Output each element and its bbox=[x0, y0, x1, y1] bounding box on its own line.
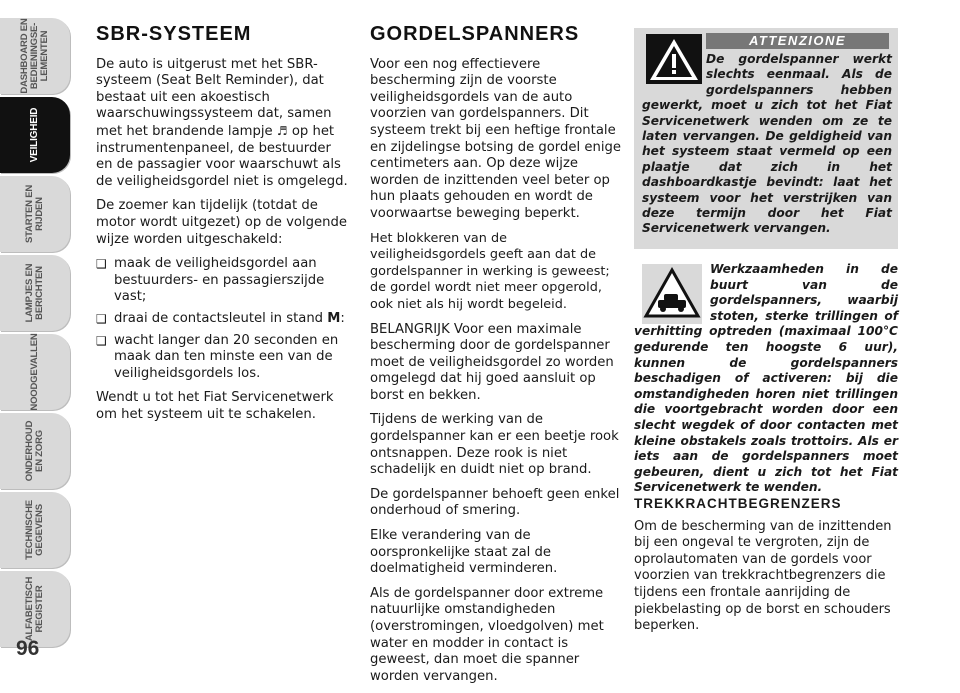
page-number: 96 bbox=[16, 637, 40, 660]
sbr-section bbox=[96, 23, 348, 431]
tab-alfabetisch-register[interactable]: ALFABETISCH REGISTER bbox=[0, 571, 70, 647]
trekkracht-title: TREKKRACHTBEGRENZERS bbox=[634, 496, 842, 511]
gordelspanners-section bbox=[370, 23, 622, 693]
list-item: ❑ wacht langer dan 20 seconden en maak dan ten minste een van de veiligheidsgordels los. bbox=[96, 333, 348, 383]
vehicle-caution-icon bbox=[642, 264, 702, 324]
trekkracht-text: Om de bescherming van de inzittenden bij een ongeval te vergroten, zijn de oprolautomaten van de gordels voor voorzien van trekkrachtbegrenzers die tijdens een frontale aanrijding de piekbelasting op de borst en schouders beperken. bbox=[634, 518, 892, 634]
tab-dashboard[interactable]: DASHBOARD EN BEDIENINGSE- LEMENTEN bbox=[0, 18, 70, 94]
list-item: ❑ maak de veiligheidsgordel aan bestuurders- en passagierszijde vast; bbox=[96, 256, 348, 306]
sbr-paragraph-2: De zoemer kan tijdelijk (totdat de motor wordt uitgezet) op de volgende wijze worden uitgeschakeld: bbox=[96, 198, 347, 247]
trekkracht-section bbox=[634, 496, 898, 635]
gordel-paragraph-5: De gordelspanner behoeft geen enkel onderhoud of smering. bbox=[370, 486, 620, 519]
gordel-paragraph-4: Tijdens de werking van de gordelspanner kan er een beetje rook ontsnappen. Deze rook is niet schadelijk en duidt niet op brand. bbox=[370, 412, 619, 478]
key-position-m: M bbox=[327, 310, 341, 326]
tab-starten-en-rijden[interactable]: STARTEN EN RIJDEN bbox=[0, 176, 70, 252]
gordel-paragraph-6: Elke verandering van de oorspronkelijke staat zal de doelmatigheid verminderen. bbox=[370, 528, 558, 577]
attention-label: ATTENZIONE bbox=[706, 33, 889, 49]
gordel-paragraph-7: Als de gordelspanner door extreme natuurlijke omstandigheden (overstromingen, vloedgolven) met water en modder in contact is geweest, dan moet die spanner worden vervangen. bbox=[370, 585, 604, 684]
sbr-paragraph-3: Wendt u tot het Fiat Servicenetwerk om het systeem uit te schakelen. bbox=[96, 390, 334, 422]
tab-noodgevallen[interactable]: NOODGEVALLEN bbox=[0, 334, 70, 410]
list-item: ❑ draai de contactsleutel in stand M: bbox=[96, 311, 348, 328]
gordel-paragraph-3: BELANGRIJK Voor een maximale bescherming door de gordelspanner moet de veiligheidsgordel zo worden omgelegd dat hij goed aansluit op borst en bekken. bbox=[370, 321, 614, 403]
caution-note: Werkzaamheden in de buurt van de gordelspanners, waarbij stoten, sterke trillingen of verhitting optreden (maximaal 100°C gedurende ten hoogste 6 uur), kunnen de gordelspanners beschadigen of activeren: bij die omstandigheden horen niet trillingen die voortgebracht worden door een slecht wegdek of door contacten met kleine obstakels zoals trottoirs. Als er iets aan de gordelspanners moet gebeuren, dient u zich tot het Fiat Servicenetwerk te wenden. bbox=[634, 262, 898, 495]
tab-lampjes-en-berichten[interactable]: LAMPJES EN BERICHTEN bbox=[0, 255, 70, 331]
gordel-title: GORDELSPANNERS bbox=[370, 23, 580, 45]
gordel-paragraph-1: Voor een nog effectievere bescherming zijn de voorste veiligheidsgordels van de auto voorzien van gordelspanners. Dit systeem trekt bij een heftige frontale en zijdelingse botsing de gordel enige centimeters aan. Op deze wijze worden de inzittenden veel beter op hun plaats gehouden en wordt de voorwaartse beweging beperkt. bbox=[370, 56, 621, 221]
tab-technische-gegevens[interactable]: TECHNISCHE GEGEVENS bbox=[0, 492, 70, 568]
sbr-list bbox=[96, 256, 348, 382]
sbr-paragraph-1: De auto is uitgerust met het SBR-systeem (Seat Belt Reminder), dat bestaat uit een akoestisch waarschuwingssysteem dat, samen met het brandende lampje ♬ op het instrumentenpaneel, de bestuurder en de passagier voor waarschuwt als de veiligheidsgordel niet is omgelegd. bbox=[96, 56, 348, 189]
tab-onderhoud-en-zorg[interactable]: ONDERHOUD EN ZORG bbox=[0, 413, 70, 489]
attention-text: De gordelspanner werkt slechts eenmaal. Als de gordelspanners hebben gewerkt, moet u zich tot het Fiat Servicenetwerk wenden om ze te laten vervangen. De geldigheid van het systeem staat vermeld op een plaatje dat zich in het dashboardkastje bevindt: laat het systeem voor het verstrijken van deze termijn door het Fiat Servicenetwerk vervangen. bbox=[642, 52, 892, 236]
tab-veiligheid[interactable]: VEILIGHEID bbox=[0, 97, 70, 173]
attention-box bbox=[634, 28, 898, 249]
seatbelt-warning-icon: ♬ bbox=[276, 123, 288, 138]
sbr-title: SBR-SYSTEEM bbox=[96, 23, 252, 45]
gordel-paragraph-2: Het blokkeren van de veiligheidsgordels geeft aan dat de gordelspanner in werking is geweest; de gordel wordt niet meer opgerold, ook niet als hij wordt begeleid. bbox=[370, 230, 610, 312]
